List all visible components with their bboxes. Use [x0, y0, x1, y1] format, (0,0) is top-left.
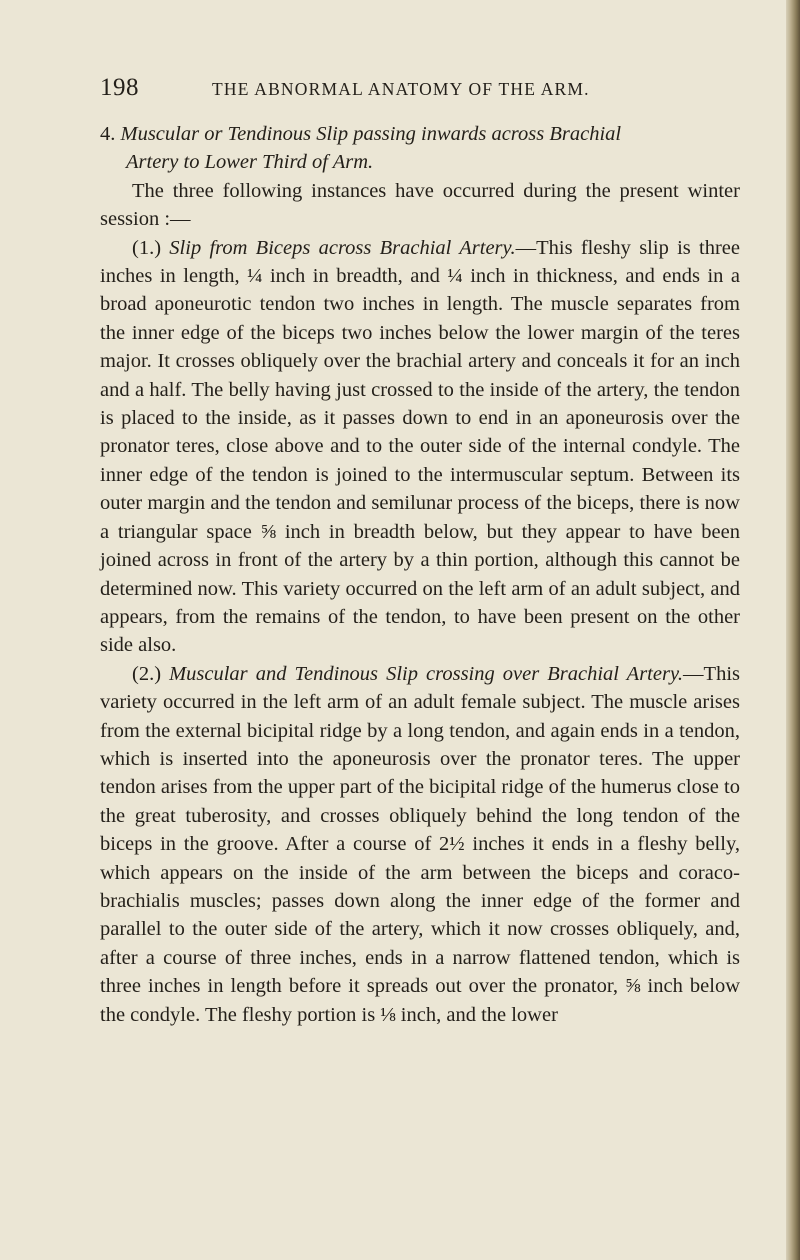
case-2-title: Muscular and Tendinous Slip crossing over Brachial Artery.	[169, 662, 684, 685]
section-title-line1: Muscular or Tendinous Slip passing inwards across Brachial	[120, 123, 622, 145]
page-header	[100, 74, 740, 102]
section-number: 4.	[100, 123, 116, 145]
intro-paragraph: The three following instances have occurred during the present winter session :—	[100, 179, 740, 231]
section-heading	[100, 120, 740, 177]
body-text	[100, 120, 740, 1029]
case-1-title: Slip from Biceps across Brachial Artery.	[169, 236, 516, 259]
section-title-line2: Artery to Lower Third of Arm.	[126, 151, 374, 174]
case-1-paragraph	[100, 234, 740, 660]
case-1-label: (1.)	[132, 236, 162, 259]
case-2-paragraph	[100, 660, 740, 1029]
page-number: 198	[100, 74, 139, 101]
case-2-body: —This variety occurred in the left arm of an adult female subject. The muscle arises from the external bicipital ridge by a long tendon, and again ends in a tendon, which is inserted into the aponeurosis over the pronator teres. The upper tendon arises from the upper part of the bicipital ridge of the humerus close to the great tuberosity, and crosses obliquely behind the long tendon of the biceps in the groove. After a course of 2½ inches it ends in a fleshy belly, which appears on the inside of the arm between the biceps and coraco-brachialis muscles; passes down along the inner edge of the former and parallel to the outer side of the artery, which it now crosses obliquely, and, after a course of three inches, ends in a narrow flattened tendon, which is three inches in length before it spreads out over the pronator, ⅝ inch below the condyle. The fleshy portion is ⅛ inch, and the lower	[100, 662, 740, 1026]
case-1-body: —This fleshy slip is three inches in length, ¼ inch in breadth, and ¼ inch in thickness, and ends in a broad aponeurotic tendon two inches in length. The muscle separates from the inner edge of the biceps two inches below the lower margin of the teres major. It crosses obliquely over the brachial artery and conceals it for an inch and a half. The belly having just crossed to the inside of the artery, the tendon is placed to the inside, as it passes down to end in an aponeurosis over the pronator teres, close above and to the outer side of the internal condyle. The inner edge of the tendon is joined to the intermuscular septum. Between its outer margin and the tendon and semilunar process of the biceps, there is now a triangular space ⅝ inch in breadth below, but they appear to have been joined across in front of the artery by a thin portion, although this cannot be determined now. This variety occurred on the left arm of an adult subject, and appears, from the remains of the tendon, to have been present on the other side also.	[100, 236, 740, 657]
running-head: THE ABNORMAL ANATOMY OF THE ARM.	[212, 79, 590, 99]
case-2-label: (2.)	[132, 662, 162, 685]
page-edge	[786, 0, 800, 1260]
